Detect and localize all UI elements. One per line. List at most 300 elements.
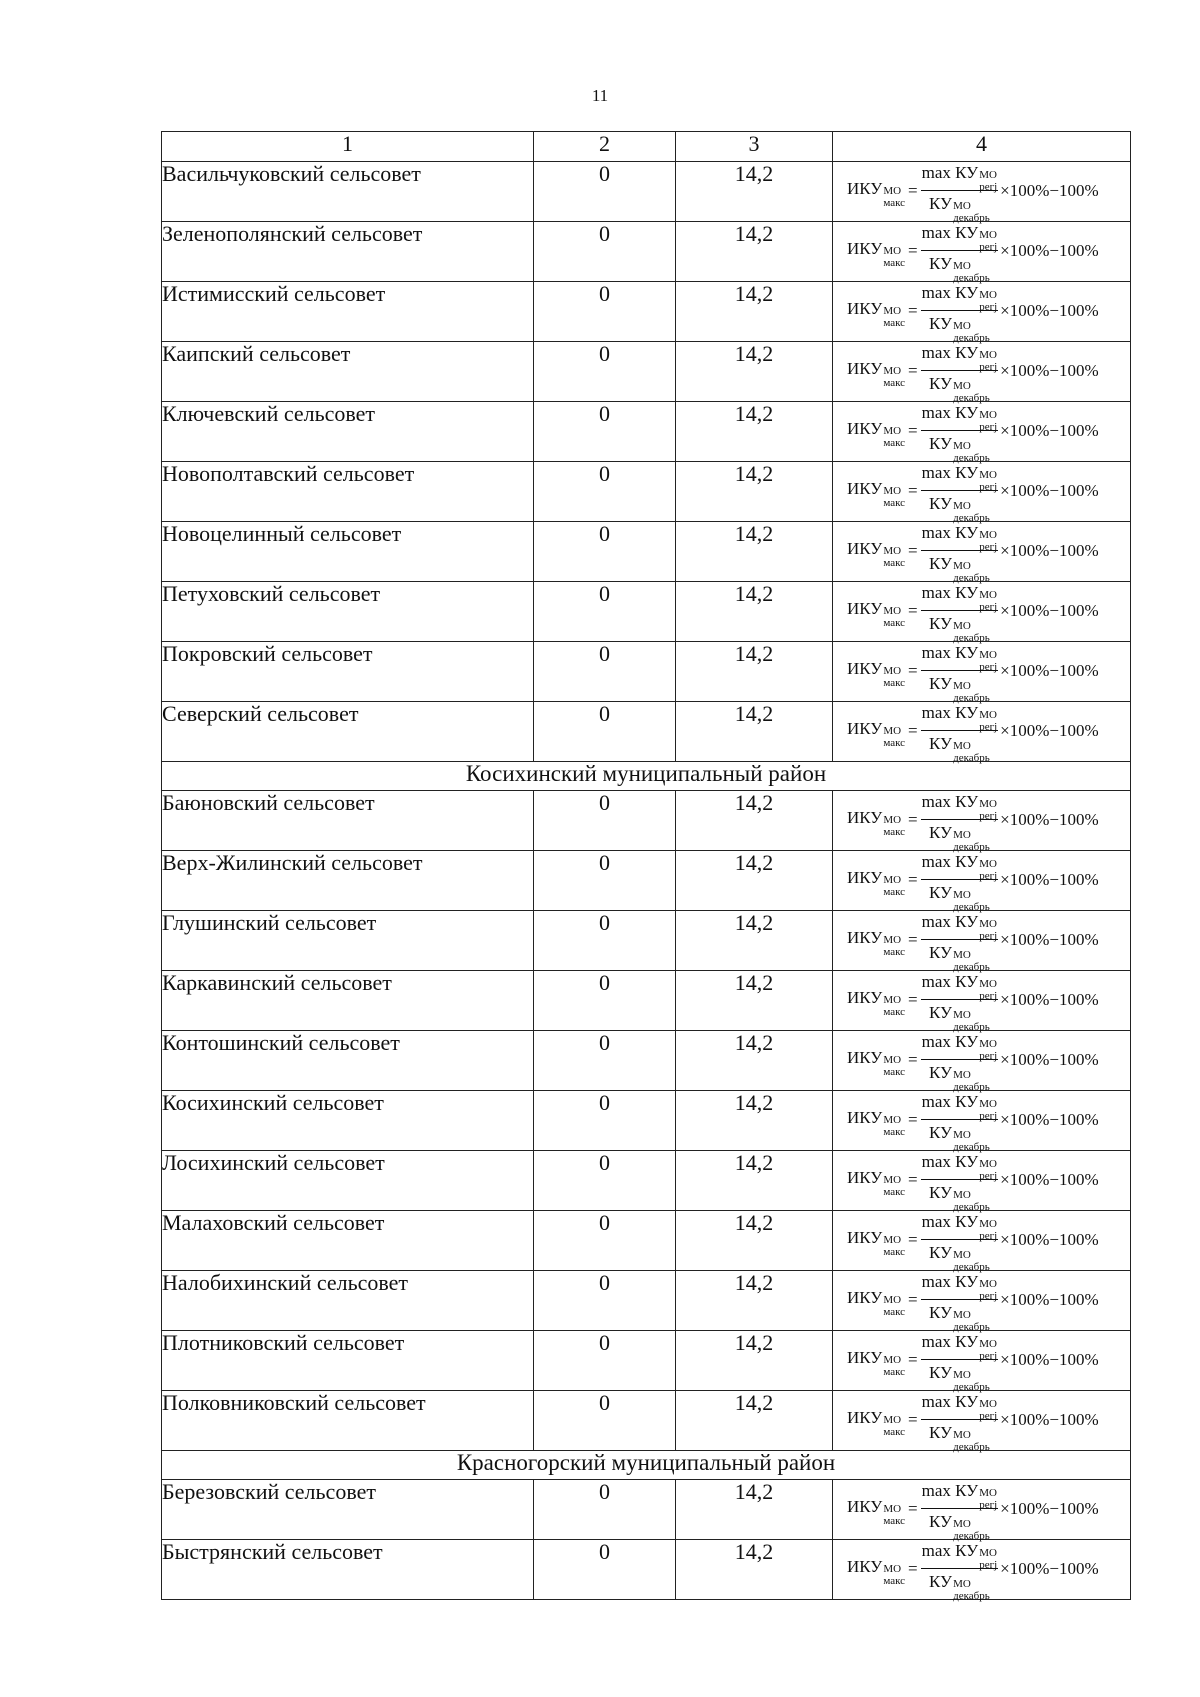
formula bbox=[833, 1031, 1130, 1093]
formula-numerator-indices bbox=[979, 169, 998, 193]
column-2-value-cell: 0 bbox=[534, 1540, 676, 1600]
formula bbox=[833, 222, 1130, 284]
formula-lhs bbox=[847, 1046, 906, 1078]
formula-numerator bbox=[921, 701, 999, 731]
formula-numerator-sup: МО bbox=[979, 1278, 997, 1290]
formula-lhs-symbol: ИКУ bbox=[847, 867, 883, 887]
settlement-name-cell: Глушинский сельсовет bbox=[162, 911, 534, 971]
formula-lhs-symbol: ИКУ bbox=[847, 987, 883, 1007]
formula-lhs-indices bbox=[883, 364, 906, 389]
formula-numerator-sub: регj bbox=[979, 541, 998, 553]
formula-numerator-sup: МО bbox=[979, 469, 997, 481]
formula-cell bbox=[833, 1211, 1131, 1271]
formula-denominator-text: КУ bbox=[929, 883, 953, 902]
formula-denominator bbox=[929, 551, 990, 584]
formula-lhs-sup: МО bbox=[883, 933, 902, 946]
column-2-value-cell: 0 bbox=[534, 222, 676, 282]
formula-lhs-symbol: ИКУ bbox=[847, 418, 883, 438]
formula-denominator-text: КУ bbox=[929, 734, 953, 753]
page-number: 11 bbox=[591, 86, 609, 105]
formula-numerator-indices bbox=[979, 918, 998, 942]
formula-equals: = bbox=[908, 1229, 918, 1249]
formula-tail: ×100%−100% bbox=[1000, 1558, 1099, 1578]
formula-denominator bbox=[929, 1569, 990, 1602]
formula-numerator-text: max КУ bbox=[921, 643, 979, 662]
formula-denominator bbox=[929, 1420, 990, 1453]
formula-lhs-sub: макс bbox=[883, 1005, 906, 1018]
formula-lhs-sup: МО bbox=[883, 813, 902, 826]
column-2-value-cell: 0 bbox=[534, 1480, 676, 1540]
formula-numerator-sup: МО bbox=[979, 409, 997, 421]
formula-lhs bbox=[847, 806, 906, 838]
formula-numerator-text: max КУ bbox=[921, 1272, 979, 1291]
formula-lhs-indices bbox=[883, 184, 906, 209]
formula-denominator-sup: МО bbox=[953, 1189, 971, 1201]
formula-denominator-indices bbox=[953, 829, 990, 853]
formula-numerator-sup: МО bbox=[979, 1158, 997, 1170]
formula-lhs-indices bbox=[883, 544, 906, 569]
formula-numerator-sup: МО bbox=[979, 858, 997, 870]
table-row bbox=[162, 402, 1131, 462]
formula-tail: ×100%−100% bbox=[1000, 1289, 1099, 1309]
column-3-value-cell: 14,2 bbox=[676, 522, 833, 582]
formula-lhs bbox=[847, 1406, 906, 1438]
formula-lhs bbox=[847, 477, 906, 509]
formula-numerator-sub: регj bbox=[979, 661, 998, 673]
settlement-name-cell: Быстрянский сельсовет bbox=[162, 1540, 534, 1600]
formula-denominator-sub: декабрь bbox=[953, 692, 990, 704]
formula-denominator-sub: декабрь bbox=[953, 1141, 990, 1153]
formula-numerator bbox=[921, 581, 999, 611]
formula-equals: = bbox=[908, 300, 918, 320]
formula-numerator-indices bbox=[979, 229, 998, 253]
formula-denominator-sup: МО bbox=[953, 1069, 971, 1081]
column-2-value-cell: 0 bbox=[534, 1271, 676, 1331]
formula-lhs-sub: макс bbox=[883, 885, 906, 898]
formula-denominator bbox=[929, 1360, 990, 1393]
table-row bbox=[162, 282, 1131, 342]
column-3-value-cell: 14,2 bbox=[676, 1331, 833, 1391]
formula-denominator-indices bbox=[953, 889, 990, 913]
formula-numerator-sub: регj bbox=[979, 1230, 998, 1242]
header-row bbox=[162, 132, 1131, 162]
formula-lhs-symbol: ИКУ bbox=[847, 478, 883, 498]
formula-numerator-indices bbox=[979, 798, 998, 822]
column-2-value-cell: 0 bbox=[534, 462, 676, 522]
formula-denominator-text: КУ bbox=[929, 674, 953, 693]
formula-fraction bbox=[921, 1479, 999, 1542]
formula bbox=[833, 462, 1130, 524]
formula-numerator-sup: МО bbox=[979, 1218, 997, 1230]
formula-denominator-indices bbox=[953, 200, 990, 224]
formula-equals: = bbox=[908, 600, 918, 620]
formula-denominator-sub: декабрь bbox=[953, 452, 990, 464]
section-header-row bbox=[162, 1451, 1131, 1480]
formula-numerator-indices bbox=[979, 1098, 998, 1122]
formula-fraction bbox=[921, 1030, 999, 1093]
formula-numerator-sup: МО bbox=[979, 529, 997, 541]
table-row bbox=[162, 1031, 1131, 1091]
table-row bbox=[162, 851, 1131, 911]
formula-denominator-sub: декабрь bbox=[953, 1021, 990, 1033]
column-3-value-cell: 14,2 bbox=[676, 1540, 833, 1600]
settlement-name-cell: Покровский сельсовет bbox=[162, 642, 534, 702]
formula-numerator-sup: МО bbox=[979, 169, 997, 181]
formula-tail: ×100%−100% bbox=[1000, 240, 1099, 260]
formula-denominator-sup: МО bbox=[953, 200, 971, 212]
formula-lhs-indices bbox=[883, 813, 906, 838]
formula-lhs bbox=[847, 537, 906, 569]
formula-numerator bbox=[921, 1150, 999, 1180]
formula-denominator bbox=[929, 820, 990, 853]
formula-lhs-sup: МО bbox=[883, 873, 902, 886]
formula-lhs-sup: МО bbox=[883, 604, 902, 617]
section-header-row bbox=[162, 762, 1131, 791]
formula-tail: ×100%−100% bbox=[1000, 929, 1099, 949]
formula-numerator-sup: МО bbox=[979, 918, 997, 930]
formula-lhs bbox=[847, 1106, 906, 1138]
formula bbox=[833, 1480, 1130, 1542]
formula-tail: ×100%−100% bbox=[1000, 480, 1099, 500]
formula-lhs bbox=[847, 657, 906, 689]
formula-numerator-indices bbox=[979, 589, 998, 613]
formula-lhs bbox=[847, 357, 906, 389]
formula-lhs-indices bbox=[883, 1502, 906, 1527]
formula-lhs-sub: макс bbox=[883, 825, 906, 838]
formula-fraction bbox=[921, 910, 999, 973]
column-header-3: 3 bbox=[676, 132, 833, 162]
formula-lhs-sup: МО bbox=[883, 244, 902, 257]
formula-numerator-sup: МО bbox=[979, 1487, 997, 1499]
formula-denominator-text: КУ bbox=[929, 1063, 953, 1082]
formula-lhs-symbol: ИКУ bbox=[847, 178, 883, 198]
formula-lhs-sub: макс bbox=[883, 616, 906, 629]
column-3-value-cell: 14,2 bbox=[676, 971, 833, 1031]
settlement-name-cell: Плотниковский сельсовет bbox=[162, 1331, 534, 1391]
settlement-name-cell: Косихинский сельсовет bbox=[162, 1091, 534, 1151]
settlement-name-cell: Васильчуковский сельсовет bbox=[162, 162, 534, 222]
formula-numerator-text: max КУ bbox=[921, 583, 979, 602]
formula-tail: ×100%−100% bbox=[1000, 809, 1099, 829]
formula-denominator-sub: декабрь bbox=[953, 1321, 990, 1333]
formula-lhs-indices bbox=[883, 1173, 906, 1198]
formula-numerator-indices bbox=[979, 1338, 998, 1362]
formula-denominator-text: КУ bbox=[929, 1363, 953, 1382]
formula-denominator-sub: декабрь bbox=[953, 572, 990, 584]
formula-denominator-sub: декабрь bbox=[953, 512, 990, 524]
formula-lhs bbox=[847, 1226, 906, 1258]
formula-lhs bbox=[847, 1286, 906, 1318]
formula-lhs-indices bbox=[883, 933, 906, 958]
formula-numerator-sup: МО bbox=[979, 978, 997, 990]
column-2-value-cell: 0 bbox=[534, 702, 676, 762]
formula-numerator-sub: регj bbox=[979, 301, 998, 313]
table-row bbox=[162, 1540, 1131, 1600]
formula bbox=[833, 702, 1130, 764]
column-2-value-cell: 0 bbox=[534, 282, 676, 342]
table-row bbox=[162, 1271, 1131, 1331]
formula-lhs-symbol: ИКУ bbox=[847, 658, 883, 678]
formula-denominator-indices bbox=[953, 500, 990, 524]
formula-lhs-indices bbox=[883, 664, 906, 689]
formula-cell bbox=[833, 971, 1131, 1031]
formula-denominator-sup: МО bbox=[953, 1129, 971, 1141]
formula-lhs-symbol: ИКУ bbox=[847, 1556, 883, 1576]
formula-numerator bbox=[921, 281, 999, 311]
formula-lhs-sub: макс bbox=[883, 1305, 906, 1318]
column-3-value-cell: 14,2 bbox=[676, 282, 833, 342]
formula-numerator-indices bbox=[979, 1278, 998, 1302]
column-3-value-cell: 14,2 bbox=[676, 582, 833, 642]
formula-numerator bbox=[921, 1090, 999, 1120]
formula-denominator bbox=[929, 1120, 990, 1153]
column-2-value-cell: 0 bbox=[534, 1391, 676, 1451]
formula-equals: = bbox=[908, 1498, 918, 1518]
formula-denominator-sup: МО bbox=[953, 1249, 971, 1261]
formula-numerator-indices bbox=[979, 1398, 998, 1422]
formula-denominator-text: КУ bbox=[929, 1123, 953, 1142]
formula-denominator-sub: декабрь bbox=[953, 212, 990, 224]
formula-denominator bbox=[929, 311, 990, 344]
formula-lhs-symbol: ИКУ bbox=[847, 598, 883, 618]
formula-denominator bbox=[929, 880, 990, 913]
formula-lhs-sup: МО bbox=[883, 664, 902, 677]
formula-denominator bbox=[929, 1300, 990, 1333]
formula-denominator-text: КУ bbox=[929, 434, 953, 453]
formula-denominator-indices bbox=[953, 949, 990, 973]
formula-lhs-indices bbox=[883, 873, 906, 898]
formula bbox=[833, 1331, 1130, 1393]
formula bbox=[833, 402, 1130, 464]
formula-numerator-text: max КУ bbox=[921, 972, 979, 991]
formula-lhs-sup: МО bbox=[883, 1562, 902, 1575]
formula-denominator-sup: МО bbox=[953, 1429, 971, 1441]
formula-cell bbox=[833, 462, 1131, 522]
formula-denominator bbox=[929, 940, 990, 973]
settlement-name-cell: Петуховский сельсовет bbox=[162, 582, 534, 642]
formula-denominator-sup: МО bbox=[953, 1369, 971, 1381]
formula-fraction bbox=[921, 521, 999, 584]
formula-numerator bbox=[921, 341, 999, 371]
formula-lhs bbox=[847, 926, 906, 958]
column-2-value-cell: 0 bbox=[534, 1091, 676, 1151]
formula-denominator-indices bbox=[953, 320, 990, 344]
table-row bbox=[162, 1391, 1131, 1451]
formula-lhs-symbol: ИКУ bbox=[847, 927, 883, 947]
table-row bbox=[162, 222, 1131, 282]
formula-denominator-indices bbox=[953, 1009, 990, 1033]
formula-numerator-text: max КУ bbox=[921, 343, 979, 362]
formula-denominator bbox=[929, 1000, 990, 1033]
formula-lhs-sup: МО bbox=[883, 1233, 902, 1246]
formula-denominator-sup: МО bbox=[953, 380, 971, 392]
formula-denominator-text: КУ bbox=[929, 614, 953, 633]
formula-tail: ×100%−100% bbox=[1000, 360, 1099, 380]
formula-lhs bbox=[847, 717, 906, 749]
formula-lhs-sup: МО bbox=[883, 184, 902, 197]
formula-numerator-sub: регj bbox=[979, 1050, 998, 1062]
formula-numerator-indices bbox=[979, 858, 998, 882]
formula bbox=[833, 522, 1130, 584]
settlement-name-cell: Лосихинский сельсовет bbox=[162, 1151, 534, 1211]
formula-equals: = bbox=[908, 1049, 918, 1069]
formula-denominator-indices bbox=[953, 1309, 990, 1333]
formula bbox=[833, 971, 1130, 1033]
formula-numerator-sup: МО bbox=[979, 349, 997, 361]
table-row bbox=[162, 1151, 1131, 1211]
formula-lhs-indices bbox=[883, 424, 906, 449]
formula-tail: ×100%−100% bbox=[1000, 869, 1099, 889]
formula-lhs-symbol: ИКУ bbox=[847, 1496, 883, 1516]
formula-lhs bbox=[847, 237, 906, 269]
formula-equals: = bbox=[908, 480, 918, 500]
formula-lhs-sub: макс bbox=[883, 196, 906, 209]
formula-numerator-sup: МО bbox=[979, 649, 997, 661]
column-2-value-cell: 0 bbox=[534, 1151, 676, 1211]
column-header-4: 4 bbox=[833, 132, 1131, 162]
formula-lhs-symbol: ИКУ bbox=[847, 298, 883, 318]
formula-fraction bbox=[921, 850, 999, 913]
table-row bbox=[162, 1480, 1131, 1540]
formula-numerator-sub: регj bbox=[979, 1499, 998, 1511]
formula-lhs-sub: макс bbox=[883, 376, 906, 389]
formula-fraction bbox=[921, 1090, 999, 1153]
formula-lhs-sup: МО bbox=[883, 1353, 902, 1366]
table-row bbox=[162, 702, 1131, 762]
settlement-name-cell: Верх-Жилинский сельсовет bbox=[162, 851, 534, 911]
formula bbox=[833, 851, 1130, 913]
formula-equals: = bbox=[908, 809, 918, 829]
formula-numerator-text: max КУ bbox=[921, 163, 979, 182]
column-3-value-cell: 14,2 bbox=[676, 1211, 833, 1271]
formula-denominator-text: КУ bbox=[929, 1572, 953, 1591]
formula-cell bbox=[833, 1480, 1131, 1540]
settlement-name-cell: Налобихинский сельсовет bbox=[162, 1271, 534, 1331]
formula-cell bbox=[833, 1151, 1131, 1211]
formula-equals: = bbox=[908, 1409, 918, 1429]
formula-numerator bbox=[921, 850, 999, 880]
formula-cell bbox=[833, 1331, 1131, 1391]
formula-tail: ×100%−100% bbox=[1000, 1409, 1099, 1429]
settlement-name-cell: Зеленополянский сельсовет bbox=[162, 222, 534, 282]
formula-fraction bbox=[921, 790, 999, 853]
formula-lhs-sup: МО bbox=[883, 1173, 902, 1186]
formula-lhs-indices bbox=[883, 1113, 906, 1138]
formula-denominator bbox=[929, 731, 990, 764]
formula-lhs-sub: макс bbox=[883, 436, 906, 449]
column-3-value-cell: 14,2 bbox=[676, 402, 833, 462]
formula-numerator-sub: регj bbox=[979, 1350, 998, 1362]
formula-numerator bbox=[921, 221, 999, 251]
formula-cell bbox=[833, 1540, 1131, 1600]
formula-lhs bbox=[847, 297, 906, 329]
formula-numerator bbox=[921, 1210, 999, 1240]
formula-lhs-symbol: ИКУ bbox=[847, 807, 883, 827]
table-row bbox=[162, 522, 1131, 582]
column-3-value-cell: 14,2 bbox=[676, 791, 833, 851]
settlement-name-cell: Контошинский сельсовет bbox=[162, 1031, 534, 1091]
formula-numerator-text: max КУ bbox=[921, 463, 979, 482]
table-row bbox=[162, 1211, 1131, 1271]
formula-equals: = bbox=[908, 989, 918, 1009]
formula-numerator bbox=[921, 461, 999, 491]
formula-lhs-sub: макс bbox=[883, 496, 906, 509]
formula-tail: ×100%−100% bbox=[1000, 989, 1099, 1009]
formula-denominator-text: КУ bbox=[929, 194, 953, 213]
formula-denominator-indices bbox=[953, 560, 990, 584]
formula-numerator-text: max КУ bbox=[921, 1392, 979, 1411]
formula-equals: = bbox=[908, 420, 918, 440]
formula-numerator-text: max КУ bbox=[921, 523, 979, 542]
formula-denominator-sub: декабрь bbox=[953, 1201, 990, 1213]
formula-cell bbox=[833, 582, 1131, 642]
column-2-value-cell: 0 bbox=[534, 1211, 676, 1271]
settlement-name-cell: Березовский сельсовет bbox=[162, 1480, 534, 1540]
table-row bbox=[162, 911, 1131, 971]
formula-denominator bbox=[929, 251, 990, 284]
formula bbox=[833, 1540, 1130, 1602]
column-2-value-cell: 0 bbox=[534, 911, 676, 971]
formula-denominator-sub: декабрь bbox=[953, 1381, 990, 1393]
settlement-name-cell: Истимисский сельсовет bbox=[162, 282, 534, 342]
formula-tail: ×100%−100% bbox=[1000, 300, 1099, 320]
formula-numerator bbox=[921, 970, 999, 1000]
formula-lhs-indices bbox=[883, 993, 906, 1018]
formula-denominator-sup: МО bbox=[953, 889, 971, 901]
formula-numerator-sup: МО bbox=[979, 589, 997, 601]
formula-denominator-indices bbox=[953, 1249, 990, 1273]
formula-denominator-text: КУ bbox=[929, 1512, 953, 1531]
formula-cell bbox=[833, 522, 1131, 582]
formula-denominator-sup: МО bbox=[953, 949, 971, 961]
formula-fraction bbox=[921, 221, 999, 284]
formula-denominator-indices bbox=[953, 1069, 990, 1093]
formula-denominator-indices bbox=[953, 380, 990, 404]
formula-equals: = bbox=[908, 240, 918, 260]
formula-tail: ×100%−100% bbox=[1000, 660, 1099, 680]
formula-cell bbox=[833, 402, 1131, 462]
formula-numerator-sub: регj bbox=[979, 990, 998, 1002]
formula-numerator bbox=[921, 641, 999, 671]
formula-denominator-text: КУ bbox=[929, 554, 953, 573]
formula-cell bbox=[833, 642, 1131, 702]
formula-lhs bbox=[847, 986, 906, 1018]
formula-equals: = bbox=[908, 1558, 918, 1578]
formula bbox=[833, 342, 1130, 404]
formula-lhs-sub: макс bbox=[883, 316, 906, 329]
formula-denominator-sup: МО bbox=[953, 1309, 971, 1321]
formula-denominator-sup: МО bbox=[953, 440, 971, 452]
formula-denominator-sub: декабрь bbox=[953, 632, 990, 644]
formula-denominator-text: КУ bbox=[929, 374, 953, 393]
formula-numerator-text: max КУ bbox=[921, 703, 979, 722]
column-2-value-cell: 0 bbox=[534, 402, 676, 462]
column-3-value-cell: 14,2 bbox=[676, 222, 833, 282]
formula-cell bbox=[833, 162, 1131, 222]
formula-lhs-sub: макс bbox=[883, 1065, 906, 1078]
column-3-value-cell: 14,2 bbox=[676, 642, 833, 702]
formula-fraction bbox=[921, 1150, 999, 1213]
formula-lhs-symbol: ИКУ bbox=[847, 1227, 883, 1247]
formula-denominator-indices bbox=[953, 680, 990, 704]
formula-denominator-text: КУ bbox=[929, 1003, 953, 1022]
formula-numerator-sub: регj bbox=[979, 1110, 998, 1122]
formula-numerator-sup: МО bbox=[979, 1398, 997, 1410]
column-2-value-cell: 0 bbox=[534, 851, 676, 911]
formula-numerator bbox=[921, 521, 999, 551]
table-row bbox=[162, 791, 1131, 851]
formula-cell bbox=[833, 1031, 1131, 1091]
